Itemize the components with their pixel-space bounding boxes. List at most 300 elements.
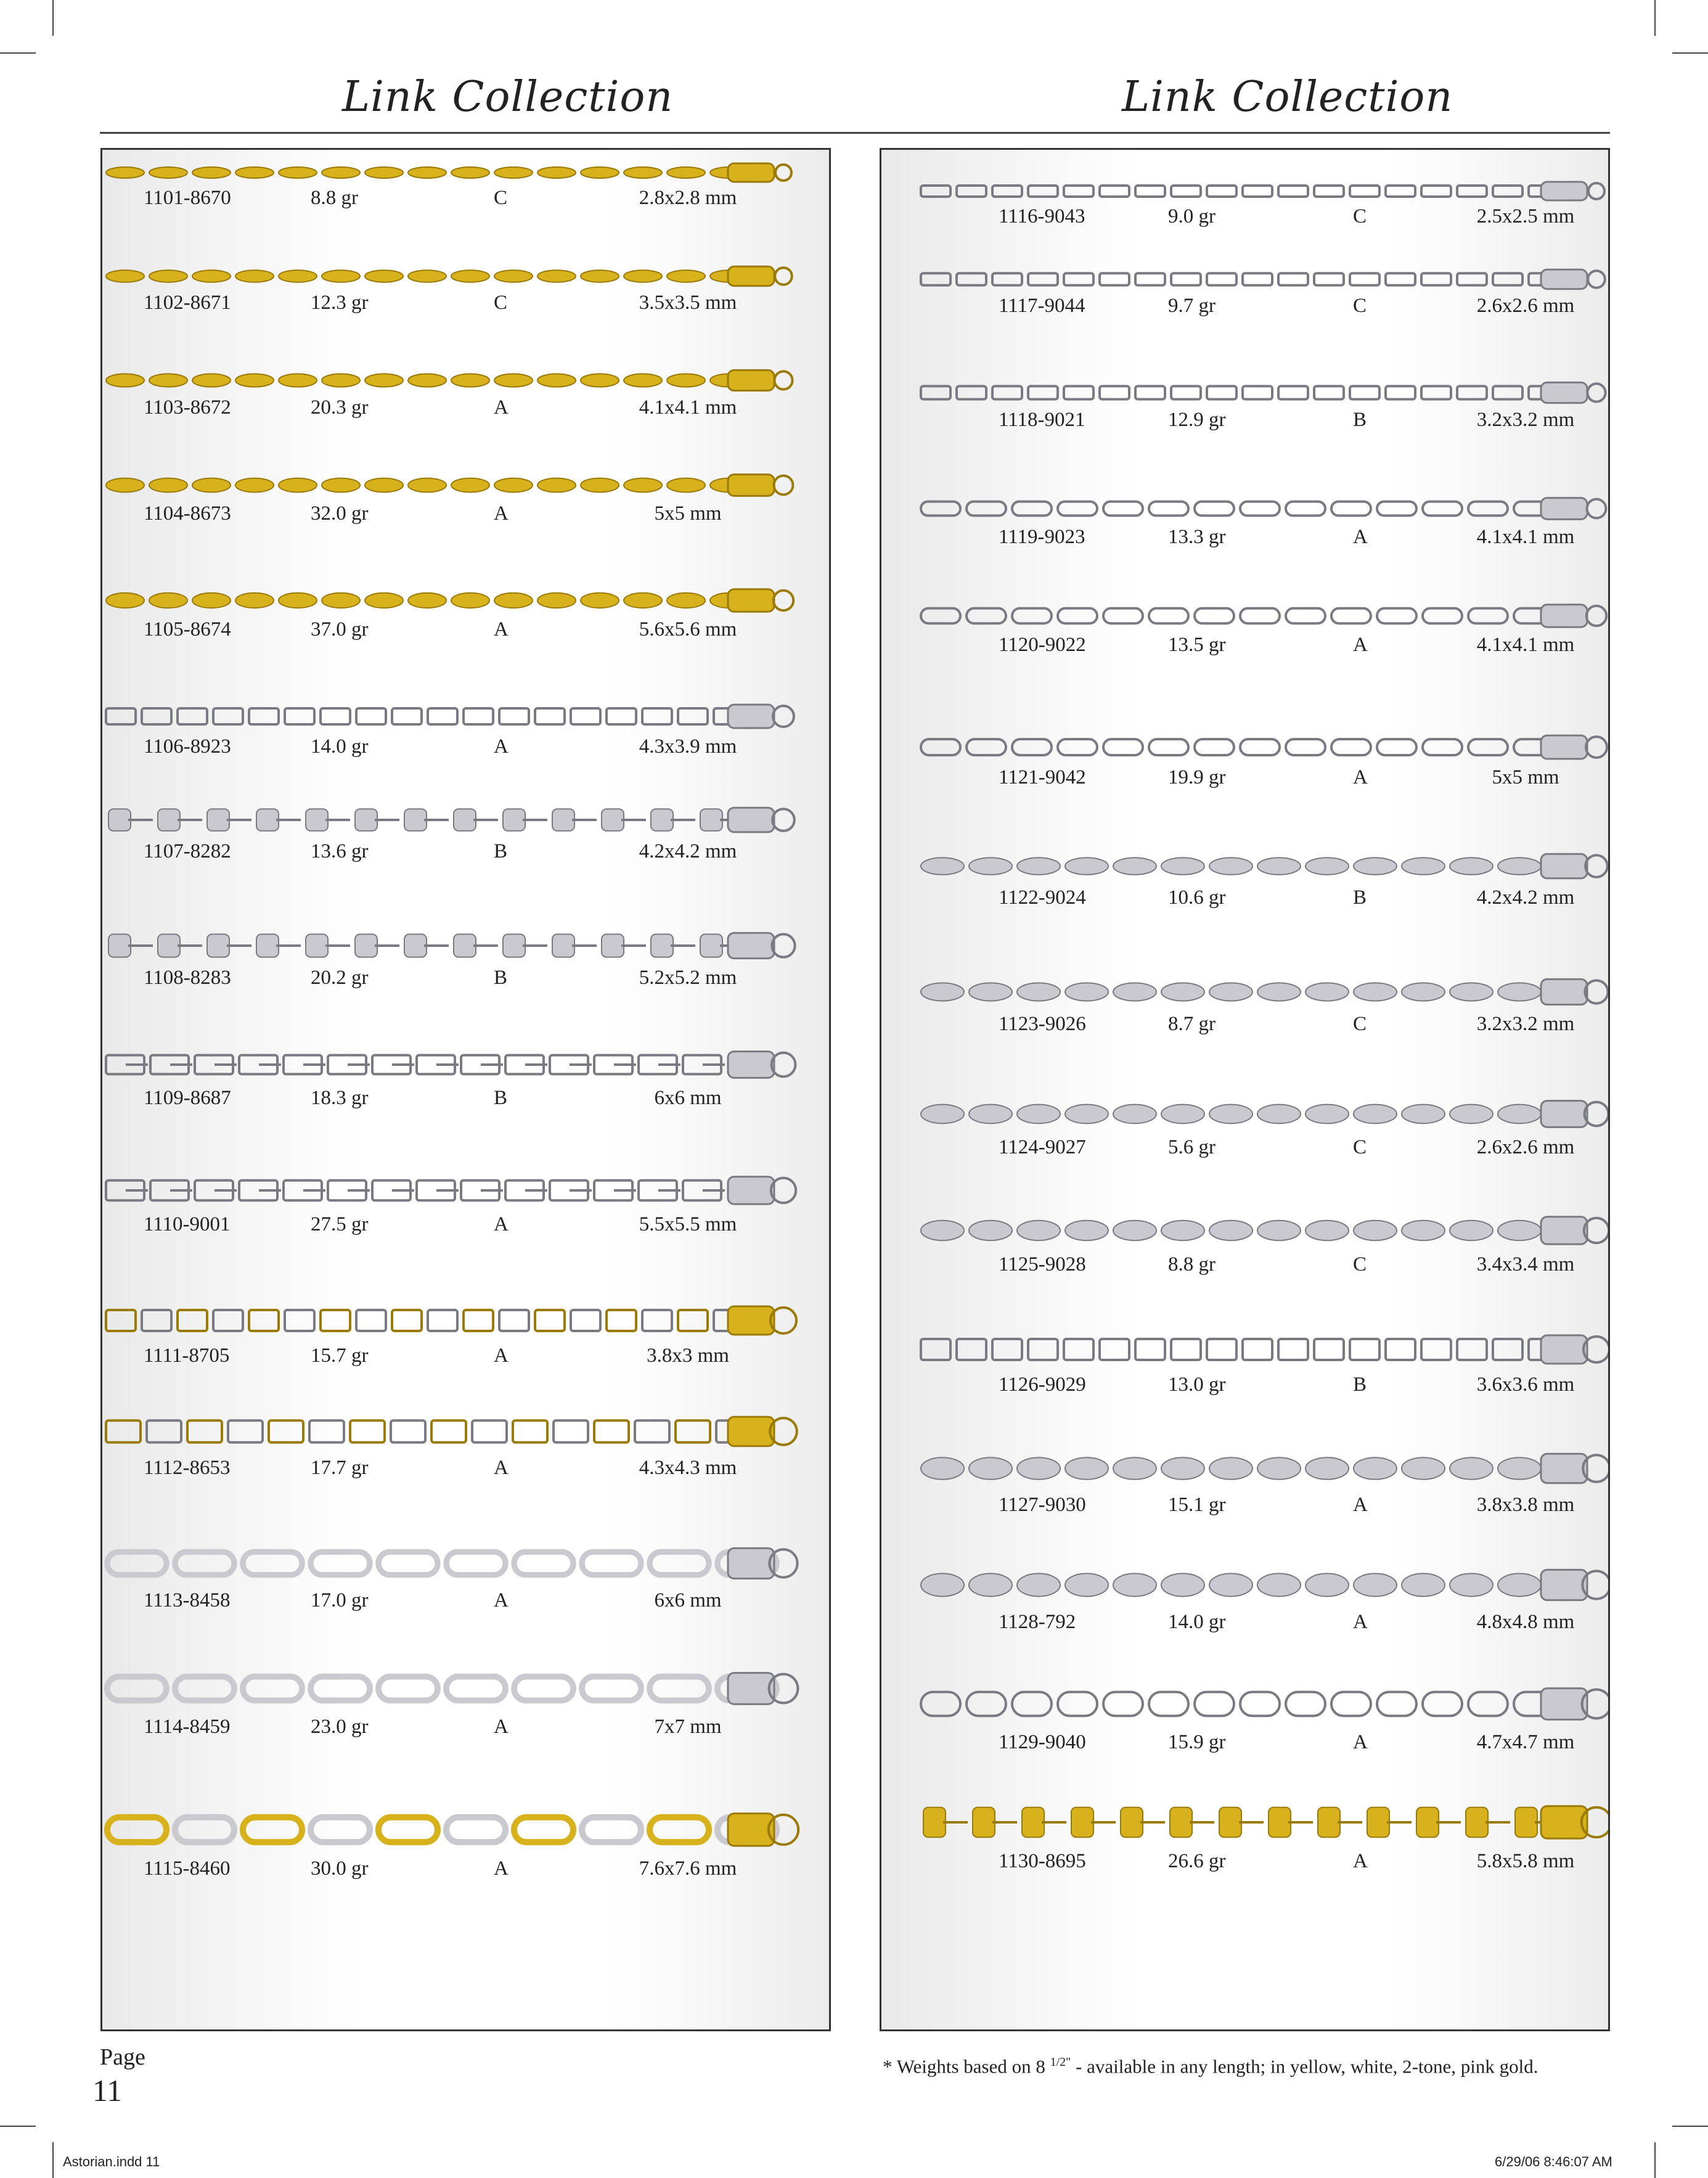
chain-link bbox=[279, 167, 317, 178]
chain-link bbox=[594, 1421, 629, 1443]
lobster-clasp bbox=[1541, 1689, 1587, 1720]
chain-link bbox=[1161, 858, 1204, 875]
chain-link bbox=[1209, 1458, 1252, 1480]
clasp-ring bbox=[775, 268, 792, 285]
item-weight: 14.0 gr bbox=[1168, 1611, 1226, 1633]
chain-link bbox=[149, 374, 187, 387]
chain-link bbox=[1012, 502, 1052, 516]
chain-link bbox=[106, 478, 144, 493]
chain-link bbox=[1012, 1692, 1052, 1716]
chain-link bbox=[392, 1310, 422, 1331]
chain-link bbox=[108, 809, 131, 832]
chain-link bbox=[404, 809, 427, 832]
chain-link bbox=[1113, 1458, 1156, 1480]
chain-link bbox=[635, 1421, 669, 1443]
chain-link bbox=[921, 739, 960, 755]
chain-link bbox=[1028, 386, 1058, 399]
chain-link bbox=[106, 708, 136, 724]
chain-link bbox=[249, 708, 279, 724]
bracelet-chain-image bbox=[881, 723, 1610, 772]
chain-link bbox=[1017, 1458, 1060, 1480]
chain-link bbox=[235, 271, 274, 283]
chain-link bbox=[582, 1817, 641, 1841]
chain-link bbox=[1017, 1105, 1060, 1124]
chain-link bbox=[966, 1692, 1006, 1716]
left-page-title: Link Collection bbox=[342, 73, 674, 121]
chain-link bbox=[378, 1817, 438, 1841]
chain-link bbox=[235, 374, 274, 387]
item-size: 4.3x3.9 mm bbox=[639, 735, 737, 758]
chain-link bbox=[1402, 1458, 1445, 1480]
chain-link bbox=[1450, 1458, 1493, 1480]
chain-link bbox=[1243, 386, 1272, 399]
item-size: 4.1x4.1 mm bbox=[1476, 634, 1575, 656]
lobster-clasp bbox=[1541, 270, 1587, 290]
bracelet-chain-image bbox=[102, 1296, 831, 1345]
lobster-clasp bbox=[728, 1052, 774, 1078]
item-grade: A bbox=[494, 1457, 509, 1479]
chain-link bbox=[408, 478, 446, 493]
item-size: 7.6x7.6 mm bbox=[639, 1857, 737, 1880]
chain-link bbox=[175, 1677, 234, 1701]
chain-link bbox=[106, 1421, 141, 1443]
chain-link bbox=[1498, 1573, 1541, 1596]
chain-link bbox=[142, 1310, 171, 1331]
chain-link bbox=[921, 1458, 964, 1480]
item-weight: 13.3 gr bbox=[1168, 526, 1226, 548]
chain-link bbox=[322, 592, 360, 607]
chain-link bbox=[1103, 1692, 1143, 1716]
chain-link bbox=[1065, 983, 1108, 1001]
item-code: 1103-8672 bbox=[144, 396, 231, 419]
chain-link bbox=[1286, 1692, 1325, 1716]
bracelet-chain-image bbox=[102, 576, 831, 625]
item-code: 1125-9028 bbox=[999, 1253, 1086, 1275]
chain-link bbox=[650, 1552, 709, 1574]
chain-link bbox=[1161, 983, 1204, 1001]
item-size: 4.2x4.2 mm bbox=[1476, 886, 1575, 909]
chain-link bbox=[1423, 1692, 1462, 1716]
chain-link bbox=[243, 1552, 302, 1574]
chain-link bbox=[921, 1220, 964, 1240]
chain-link bbox=[1493, 186, 1522, 197]
bracelet-chain-image bbox=[102, 1166, 831, 1215]
chain-link bbox=[1243, 186, 1272, 197]
chain-link bbox=[408, 271, 446, 283]
chain-link bbox=[1017, 1573, 1060, 1596]
header-rule bbox=[100, 132, 1610, 134]
chain-link bbox=[969, 983, 1012, 1001]
right-page-title: Link Collection bbox=[1122, 73, 1453, 121]
date-slug: 6/29/06 8:46:07 AM bbox=[1495, 2154, 1612, 2169]
chain-link bbox=[243, 1817, 302, 1841]
footnote-suffix: - available in any length; in yellow, white, 2-tone, pink gold. bbox=[1071, 2055, 1538, 2078]
item-code: 1117-9044 bbox=[999, 295, 1085, 317]
clasp-ring bbox=[773, 706, 794, 727]
chain-link bbox=[1240, 502, 1280, 516]
chain-link bbox=[451, 478, 489, 493]
item-size: 6x6 mm bbox=[654, 1589, 722, 1611]
item-size: 3.8x3.8 mm bbox=[1476, 1494, 1575, 1516]
chain-link bbox=[454, 934, 476, 957]
item-weight: 8.7 gr bbox=[1168, 1013, 1216, 1035]
chain-link bbox=[192, 478, 231, 493]
clasp-ring bbox=[1585, 980, 1608, 1003]
chain-link bbox=[499, 708, 529, 724]
item-code: 1110-9001 bbox=[144, 1213, 231, 1235]
lobster-clasp bbox=[1541, 604, 1587, 626]
chain-link bbox=[235, 592, 274, 607]
chain-link bbox=[1498, 1220, 1541, 1240]
chain-link bbox=[149, 478, 187, 493]
chain-link bbox=[1113, 1220, 1156, 1240]
chain-link bbox=[1350, 186, 1379, 197]
chain-link bbox=[1367, 1807, 1389, 1836]
chain-link bbox=[494, 167, 533, 178]
chain-link bbox=[1257, 1105, 1301, 1124]
item-code: 1118-9021 bbox=[999, 409, 1085, 431]
chain-link bbox=[650, 1677, 709, 1701]
chain-link bbox=[992, 274, 1022, 286]
chain-link bbox=[1149, 1692, 1188, 1716]
chain-link bbox=[1278, 386, 1308, 399]
chain-link bbox=[311, 1817, 370, 1841]
item-weight: 20.3 gr bbox=[311, 396, 369, 419]
item-code: 1104-8673 bbox=[144, 502, 231, 525]
item-size: 5.2x5.2 mm bbox=[639, 967, 737, 989]
chain-link bbox=[992, 386, 1022, 399]
bracelet-chain-image bbox=[881, 1325, 1610, 1374]
chain-link bbox=[1498, 983, 1541, 1001]
item-grade: B bbox=[1353, 886, 1367, 909]
chain-link bbox=[1171, 186, 1201, 197]
chain-link bbox=[503, 934, 525, 957]
chain-link bbox=[1306, 1105, 1349, 1124]
item-size: 5.8x5.8 mm bbox=[1476, 1850, 1575, 1872]
chain-link bbox=[306, 809, 328, 832]
item-grade: A bbox=[494, 735, 509, 758]
lobster-clasp bbox=[1541, 1570, 1587, 1600]
chain-link bbox=[464, 1310, 493, 1331]
item-code: 1128-792 bbox=[999, 1611, 1076, 1633]
chain-link bbox=[321, 708, 350, 724]
chain-link bbox=[356, 1310, 386, 1331]
chain-link bbox=[1100, 1339, 1129, 1360]
chain-link bbox=[678, 708, 708, 724]
chain-link bbox=[571, 1310, 600, 1331]
clasp-ring bbox=[772, 934, 795, 957]
chain-link bbox=[921, 1692, 960, 1716]
bracelet-item bbox=[881, 1850, 1608, 1973]
item-grade: A bbox=[494, 1345, 509, 1367]
item-code: 1124-9027 bbox=[999, 1136, 1086, 1158]
chain-link bbox=[107, 1677, 166, 1701]
chain-link bbox=[700, 934, 722, 957]
item-size: 3.4x3.4 mm bbox=[1476, 1253, 1575, 1275]
chain-link bbox=[1450, 1573, 1493, 1596]
crop-mark bbox=[0, 2126, 36, 2127]
chain-link bbox=[365, 271, 403, 283]
chain-link bbox=[1318, 1807, 1340, 1836]
chain-link bbox=[957, 186, 986, 197]
chain-link bbox=[1103, 502, 1143, 516]
chain-link bbox=[1113, 983, 1156, 1001]
chain-link bbox=[1065, 1573, 1108, 1596]
chain-link bbox=[1377, 739, 1416, 755]
chain-link bbox=[356, 708, 386, 724]
chain-link bbox=[321, 1310, 350, 1331]
chain-link bbox=[249, 1310, 279, 1331]
chain-link bbox=[311, 1552, 370, 1574]
chain-link bbox=[279, 478, 317, 493]
chain-link bbox=[667, 374, 705, 387]
chain-link bbox=[1017, 983, 1060, 1001]
item-size: 3.2x3.2 mm bbox=[1476, 409, 1575, 431]
chain-link bbox=[365, 592, 403, 607]
item-size: 2.6x2.6 mm bbox=[1476, 295, 1575, 317]
chain-link bbox=[624, 478, 662, 493]
chain-link bbox=[1209, 1573, 1252, 1596]
chain-link bbox=[1468, 1692, 1508, 1716]
chain-link bbox=[306, 934, 328, 957]
item-grade: A bbox=[494, 502, 509, 525]
chain-link bbox=[1209, 1105, 1252, 1124]
lobster-clasp bbox=[1541, 1454, 1587, 1484]
chain-link bbox=[1468, 502, 1508, 516]
chain-link bbox=[667, 167, 705, 178]
chain-link bbox=[322, 167, 360, 178]
chain-link bbox=[921, 858, 964, 875]
clasp-ring bbox=[1587, 605, 1606, 625]
chain-link bbox=[149, 271, 187, 283]
chain-link bbox=[269, 1421, 303, 1443]
chain-link bbox=[554, 1421, 588, 1443]
chain-link bbox=[1386, 274, 1415, 286]
chain-link bbox=[106, 592, 144, 607]
chain-link bbox=[1306, 858, 1349, 875]
item-grade: A bbox=[1353, 1494, 1368, 1516]
file-slug: Astorian.indd 11 bbox=[63, 2154, 160, 2169]
item-code: 1129-9040 bbox=[999, 1731, 1086, 1753]
lobster-clasp bbox=[728, 267, 774, 287]
chain-link bbox=[667, 271, 705, 283]
chain-link bbox=[1306, 1573, 1349, 1596]
chain-link bbox=[378, 1552, 438, 1574]
chain-link bbox=[192, 167, 231, 178]
chain-link bbox=[537, 271, 576, 283]
chain-link bbox=[472, 1421, 507, 1443]
chain-link bbox=[1278, 274, 1308, 286]
chain-link bbox=[1207, 1339, 1236, 1360]
chain-link bbox=[1240, 739, 1280, 755]
lobster-clasp bbox=[728, 589, 774, 611]
chain-link bbox=[279, 271, 317, 283]
chain-link bbox=[503, 809, 525, 832]
chain-link bbox=[106, 374, 144, 387]
chain-link bbox=[1450, 1220, 1493, 1240]
chain-link bbox=[676, 1421, 710, 1443]
chain-link bbox=[678, 1310, 708, 1331]
lobster-clasp bbox=[1541, 1806, 1587, 1838]
chain-link bbox=[1402, 983, 1445, 1001]
chain-link bbox=[235, 478, 274, 493]
chain-link bbox=[1386, 186, 1415, 197]
chain-link bbox=[1515, 1807, 1537, 1836]
chain-link bbox=[464, 708, 493, 724]
chain-link bbox=[581, 167, 619, 178]
item-code: 1121-9042 bbox=[999, 766, 1086, 788]
chain-link bbox=[514, 1817, 573, 1841]
chain-link bbox=[1065, 1105, 1108, 1124]
chain-link bbox=[514, 1552, 573, 1574]
chain-link bbox=[1306, 1458, 1349, 1480]
chain-link bbox=[1195, 1692, 1234, 1716]
left-catalog-panel bbox=[100, 148, 831, 2031]
chain-link bbox=[499, 1310, 529, 1331]
chain-link bbox=[1065, 858, 1108, 875]
clasp-ring bbox=[1585, 856, 1608, 878]
chain-link bbox=[1466, 1807, 1488, 1836]
item-weight: 17.0 gr bbox=[311, 1589, 369, 1611]
chain-link bbox=[624, 167, 662, 178]
item-grade: A bbox=[494, 618, 509, 641]
chain-link bbox=[1100, 186, 1129, 197]
chain-link bbox=[158, 809, 180, 832]
chain-link bbox=[1257, 1220, 1301, 1240]
chain-link bbox=[446, 1552, 505, 1574]
lobster-clasp bbox=[1541, 382, 1587, 403]
item-code: 1107-8282 bbox=[144, 840, 231, 862]
chain-link bbox=[451, 592, 489, 607]
chain-link bbox=[651, 934, 673, 957]
item-size: 3.2x3.2 mm bbox=[1476, 1013, 1575, 1035]
chain-link bbox=[1113, 1573, 1156, 1596]
bracelet-chain-image bbox=[102, 1664, 831, 1713]
chain-link bbox=[1354, 983, 1397, 1001]
chain-link bbox=[1028, 1339, 1058, 1360]
item-weight: 13.0 gr bbox=[1168, 1374, 1226, 1396]
chain-link bbox=[537, 374, 576, 387]
chain-link bbox=[1457, 274, 1487, 286]
chain-link bbox=[1306, 983, 1349, 1001]
crop-mark bbox=[52, 0, 54, 36]
chain-link bbox=[446, 1817, 505, 1841]
chain-link bbox=[213, 708, 243, 724]
item-grade: A bbox=[1353, 634, 1368, 656]
item-grade: B bbox=[494, 1087, 508, 1109]
chain-link bbox=[1103, 608, 1143, 623]
chain-link bbox=[207, 934, 229, 957]
item-code: 1111-8705 bbox=[144, 1345, 230, 1367]
chain-link bbox=[187, 1421, 222, 1443]
chain-link bbox=[1423, 739, 1462, 755]
chain-link bbox=[1058, 739, 1097, 755]
item-size: 5x5 mm bbox=[654, 502, 722, 525]
chain-link bbox=[256, 809, 279, 832]
bracelet-chain-image bbox=[102, 1407, 831, 1456]
item-grade: C bbox=[1353, 1013, 1367, 1035]
chain-link bbox=[1171, 386, 1201, 399]
chain-link bbox=[969, 1458, 1012, 1480]
chain-link bbox=[1350, 1339, 1379, 1360]
chain-link bbox=[1421, 274, 1451, 286]
chain-link bbox=[1386, 386, 1415, 399]
crop-mark bbox=[1654, 2142, 1656, 2178]
item-size: 6x6 mm bbox=[654, 1087, 722, 1109]
lobster-clasp bbox=[1541, 1216, 1587, 1243]
bracelet-chain-image bbox=[881, 1560, 1610, 1610]
item-size: 7x7 mm bbox=[654, 1716, 722, 1738]
chain-link bbox=[322, 271, 360, 283]
lobster-clasp bbox=[1541, 854, 1587, 879]
item-grade: A bbox=[1353, 526, 1368, 548]
chain-link bbox=[969, 1573, 1012, 1596]
chain-link bbox=[537, 167, 576, 178]
lobster-clasp bbox=[728, 163, 774, 182]
lobster-clasp bbox=[1541, 979, 1587, 1004]
chain-link bbox=[1113, 858, 1156, 875]
chain-link bbox=[1028, 186, 1058, 197]
chain-link bbox=[494, 271, 533, 283]
chain-link bbox=[1314, 1339, 1344, 1360]
chain-link bbox=[1171, 274, 1201, 286]
chain-link bbox=[537, 478, 576, 493]
chain-link bbox=[1161, 1105, 1204, 1124]
item-grade: C bbox=[1353, 295, 1367, 317]
chain-link bbox=[1028, 274, 1058, 286]
item-grade: C bbox=[1353, 205, 1367, 227]
chain-link bbox=[581, 374, 619, 387]
item-weight: 32.0 gr bbox=[311, 502, 369, 525]
chain-link bbox=[451, 271, 489, 283]
chain-link bbox=[537, 592, 576, 607]
chain-link bbox=[1065, 1220, 1108, 1240]
bracelet-chain-image bbox=[881, 1444, 1610, 1493]
chain-link bbox=[921, 1339, 950, 1360]
chain-link bbox=[969, 1220, 1012, 1240]
item-code: 1113-8458 bbox=[144, 1589, 231, 1611]
chain-link bbox=[1423, 502, 1462, 516]
chain-link bbox=[178, 708, 207, 724]
chain-link bbox=[494, 592, 533, 607]
chain-link bbox=[1240, 608, 1280, 623]
item-code: 1123-9026 bbox=[999, 1013, 1086, 1035]
chain-link bbox=[192, 592, 231, 607]
chain-link bbox=[1017, 1220, 1060, 1240]
chain-link bbox=[391, 1421, 425, 1443]
item-size: 3.5x3.5 mm bbox=[639, 292, 737, 314]
chain-link bbox=[1450, 858, 1493, 875]
chain-link bbox=[1457, 1339, 1487, 1360]
chain-link bbox=[175, 1817, 234, 1841]
chain-link bbox=[1058, 1692, 1097, 1716]
chain-link bbox=[408, 592, 446, 607]
crop-mark bbox=[1654, 0, 1656, 36]
chain-link bbox=[957, 1339, 986, 1360]
item-code: 1127-9030 bbox=[999, 1494, 1086, 1516]
chain-link bbox=[1209, 983, 1252, 1001]
chain-link bbox=[581, 478, 619, 493]
item-grade: A bbox=[494, 396, 509, 419]
chain-link bbox=[1012, 739, 1052, 755]
clasp-ring bbox=[1588, 271, 1605, 289]
chain-link bbox=[1450, 1105, 1493, 1124]
chain-link bbox=[1149, 739, 1188, 755]
bracelet-chain-image bbox=[102, 1040, 831, 1089]
item-grade: C bbox=[494, 292, 508, 314]
chain-link bbox=[1209, 858, 1252, 875]
clasp-ring bbox=[775, 165, 791, 181]
